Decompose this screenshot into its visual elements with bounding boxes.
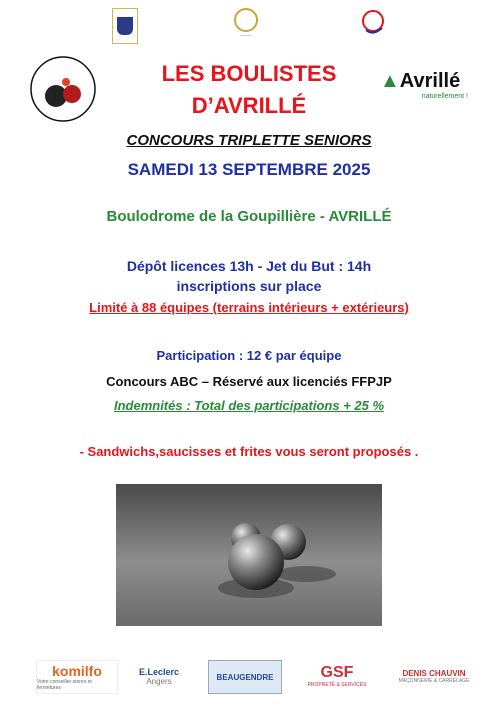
schedule-line2: inscriptions sur place xyxy=(176,278,322,294)
gsf-logo xyxy=(300,660,374,692)
event-date: SAMEDI 13 SEPTEMBRE 2025 xyxy=(127,160,371,179)
team-limit: Limité à 88 équipes (terrains intérieurs + extérieurs) xyxy=(89,300,409,315)
avrille-logo-text: Avrillé xyxy=(399,70,461,92)
ligue-logo: ——— xyxy=(232,8,260,42)
leclerc-text: E.Leclerc xyxy=(138,666,180,677)
venue: Boulodrome de la Goupillière - AVRILLÉ xyxy=(106,208,392,225)
concours-info: Concours ABC – Réservé aux licenciés FFPJP xyxy=(106,374,392,389)
comite-logo xyxy=(112,8,138,44)
chauvin-tagline: MAÇONNERIE & CARRELAGE xyxy=(398,677,470,684)
gsf-tagline: PROPRETÉ & SERVICES xyxy=(307,682,367,688)
title-line1: LES BOULISTES xyxy=(161,61,337,86)
subtitle: CONCOURS TRIPLETTE SENIORS xyxy=(126,132,372,149)
gsf-text: GSF xyxy=(320,664,354,681)
title-line2: D’AVRILLÉ xyxy=(191,93,307,118)
chauvin-text: DENIS CHAUVIN xyxy=(402,668,466,678)
komilfo-logo xyxy=(36,660,118,694)
leclerc-city: Angers xyxy=(146,676,172,686)
avrille-tagline: naturellement ! xyxy=(421,93,468,100)
schedule-line1: Dépôt licences 13h - Jet du But : 14h xyxy=(126,258,372,274)
indemnites: Indemnités : Total des participations + 25 % xyxy=(113,398,385,413)
komilfo-text: komilfo xyxy=(52,663,102,679)
beaugendre-logo xyxy=(208,660,282,694)
beaugendre-text: BEAUGENDRE xyxy=(216,672,274,682)
leclerc-logo xyxy=(134,660,184,692)
avrille-logo: ▲Avrillé naturellement ! xyxy=(380,70,468,100)
food-info: - Sandwichs,saucisses et frites vous seront proposés . xyxy=(79,444,419,459)
ffpjp-logo xyxy=(358,8,388,42)
komilfo-tagline: Votre conseiller stores et fermetures xyxy=(37,679,92,691)
participation: Participation : 12 € par équipe xyxy=(156,348,342,363)
petanque-photo xyxy=(116,484,382,626)
chauvin-logo xyxy=(392,660,476,692)
